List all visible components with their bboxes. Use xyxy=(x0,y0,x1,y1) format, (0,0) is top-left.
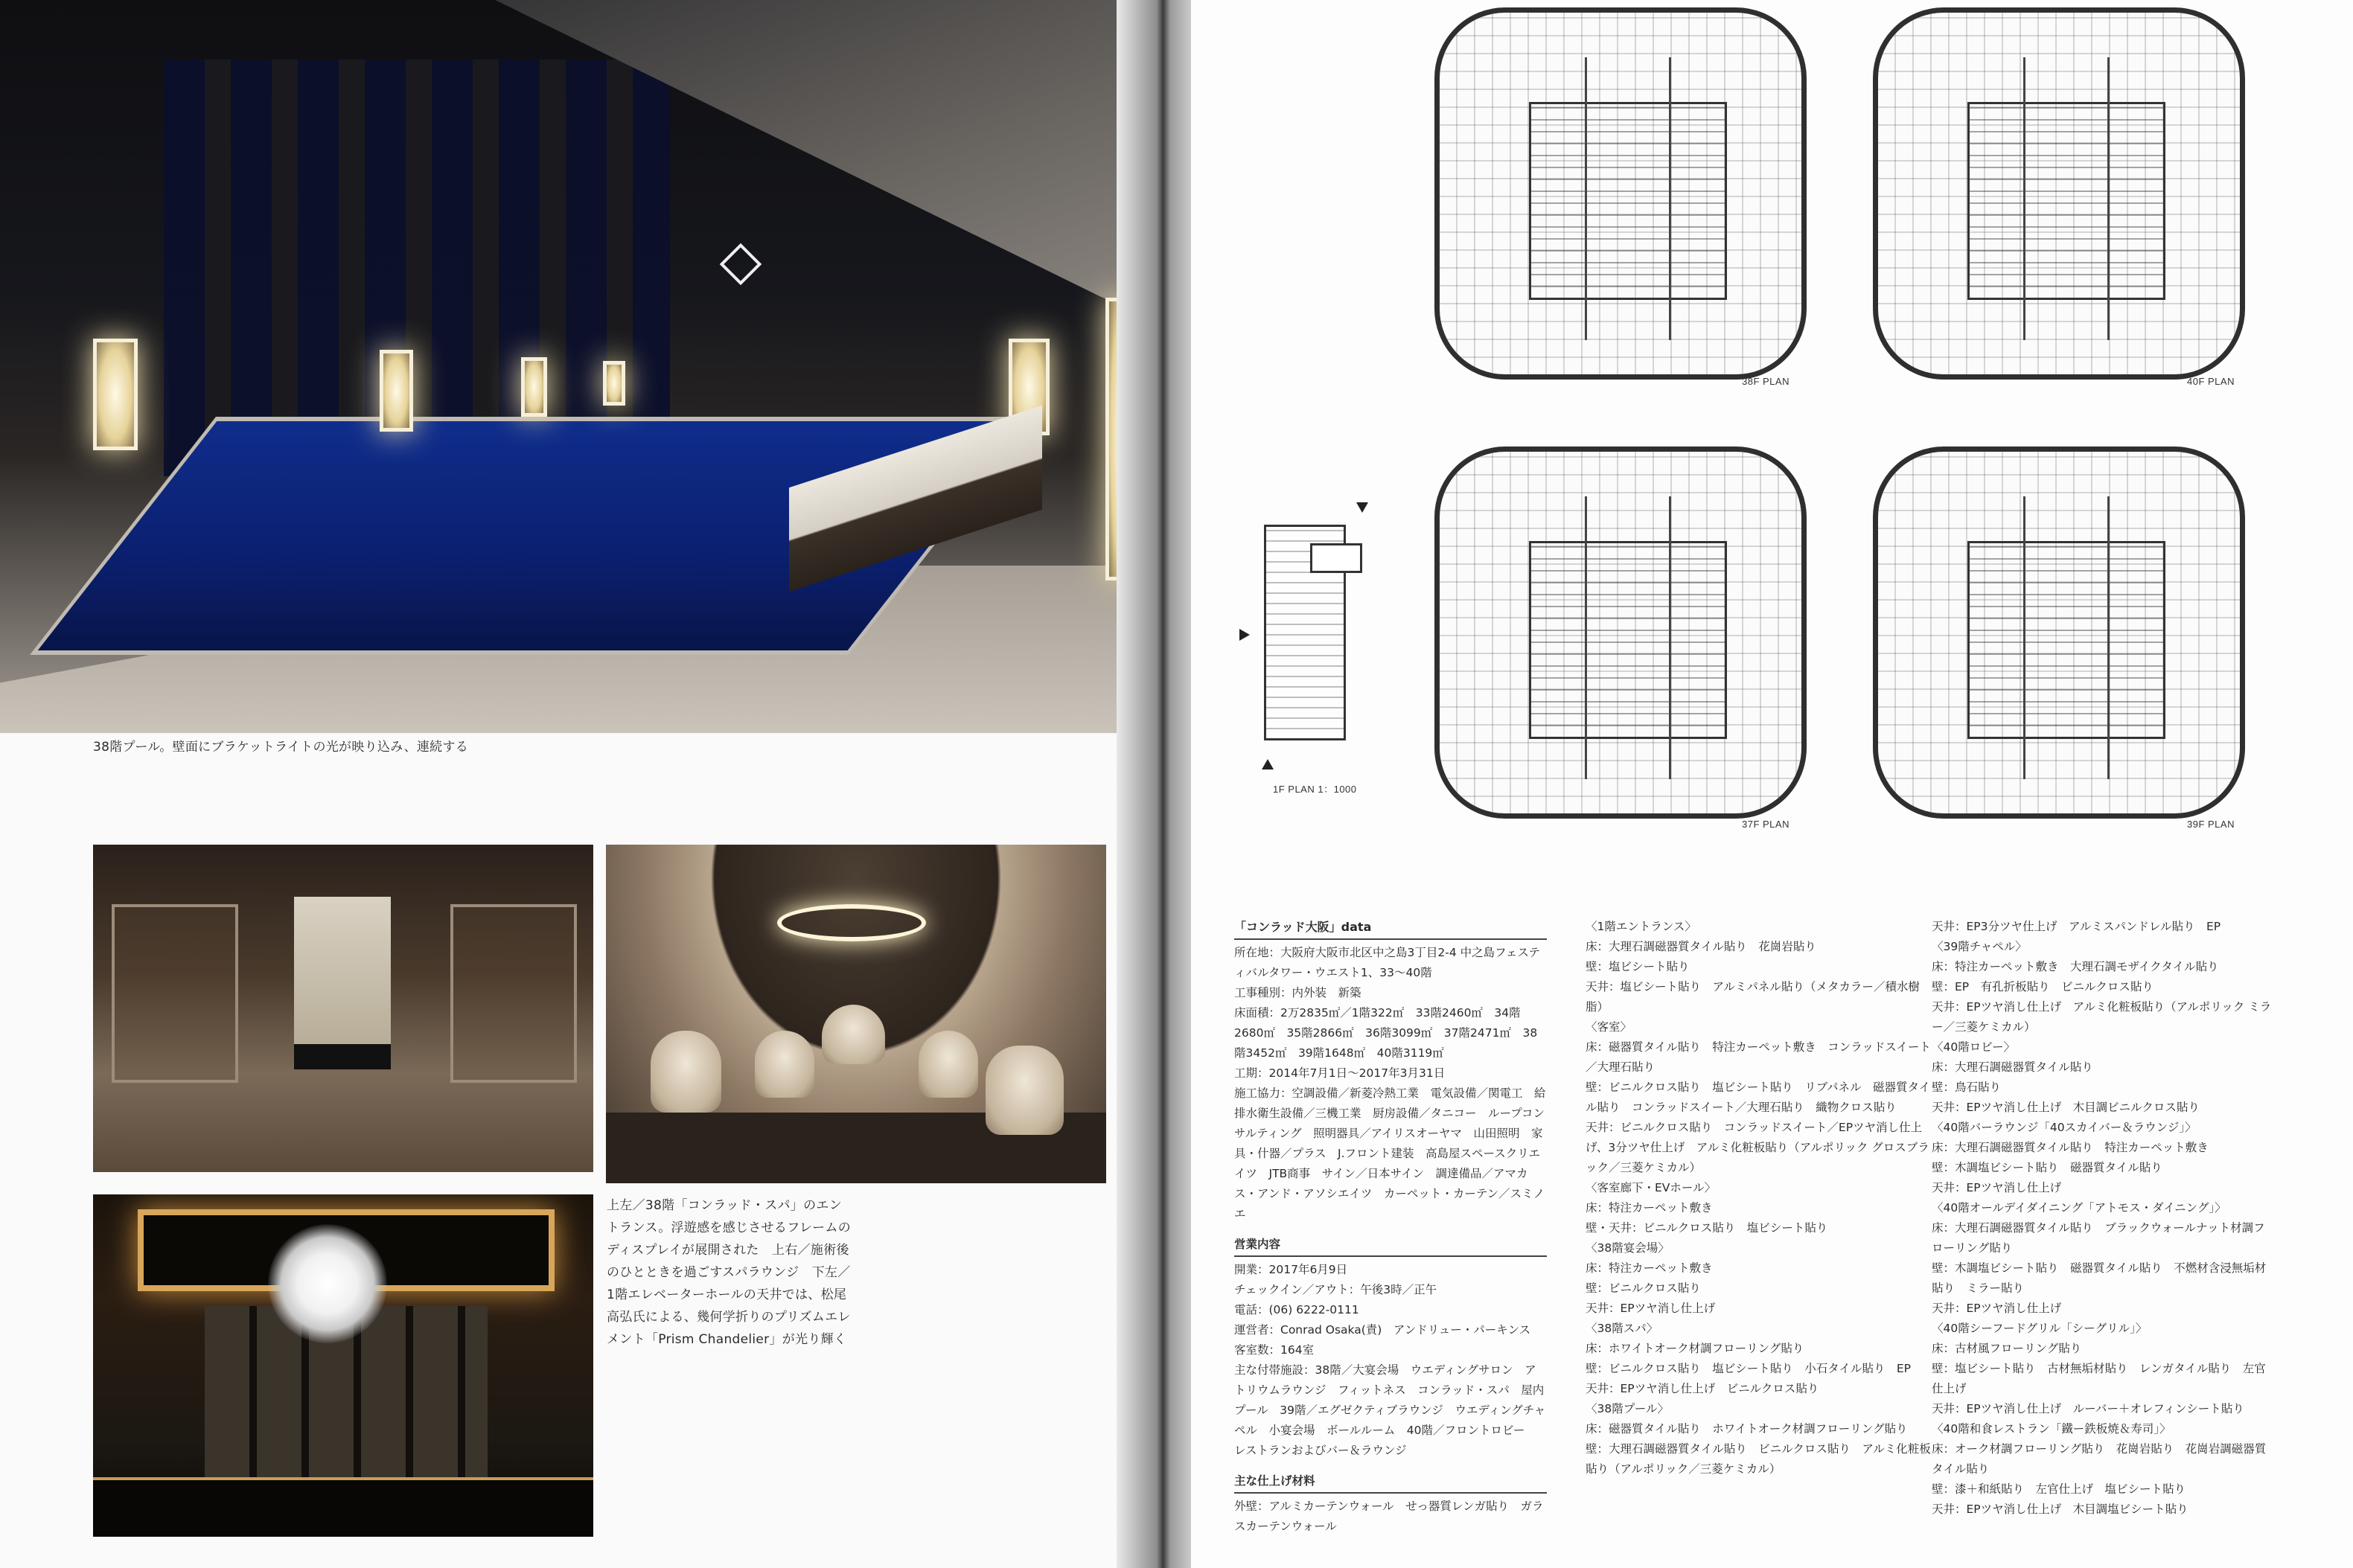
floor-plan-1f xyxy=(1251,525,1362,755)
elevator-hall-photo xyxy=(93,1194,593,1537)
data-line: 壁：木調塩ビシート貼り 磁器質タイル貼り 不燃材含浸無垢材貼り ミラー貼り xyxy=(1932,1261,2267,1295)
data-line: 運営者：Conrad Osaka(責) アンドリュー・パーキンス xyxy=(1234,1323,1531,1337)
data-line: 〈客室〉 xyxy=(1586,1020,1632,1034)
data-line: 天井：塩ビシート貼り アルミパネル貼り（メタカラー／積水樹脂） xyxy=(1586,980,1920,1014)
data-line: 〈1階エントランス〉 xyxy=(1586,920,1696,933)
data-line: 客室数：164室 xyxy=(1234,1343,1315,1357)
data-line: 壁：EP 有孔折板貼り ビニルクロス貼り xyxy=(1932,980,2154,993)
plan-1f-wing xyxy=(1310,543,1362,573)
data-line: 天井：EPツヤ消し仕上げ ビニルクロス貼り xyxy=(1586,1382,1819,1395)
floor-plan-39f xyxy=(1873,447,2245,819)
data-column-3 xyxy=(1932,917,2274,1520)
data-line: 天井：EPツヤ消し仕上げ xyxy=(1586,1302,1716,1315)
data-line: 主な付帯施設：38階／大宴会場 ウエディングサロン アトリウムラウンジ フィットネス コンラッド・スパ 屋内プール 39階／エグゼクティブラウンジ ウエディングチャペル 小宴会場 ボールルーム 40階／フロントロビー レストランおよびバー＆ラウンジ xyxy=(1234,1363,1546,1457)
display-frame xyxy=(112,904,238,1083)
floor-plan-38f xyxy=(1434,7,1807,380)
data-line: 天井：EPツヤ消し仕上げ ルーバー＋オレフィンシート貼り xyxy=(1932,1402,2244,1415)
data-line: 壁・天井：ビニルクロス貼り 塩ビシート貼り xyxy=(1586,1221,1828,1235)
data-line: 開業：2017年6月9日 xyxy=(1234,1263,1348,1276)
data-line: 床：古材風フローリング貼り xyxy=(1932,1342,2082,1355)
lounge-chair xyxy=(755,1031,814,1098)
pool-caption: 38階プール。壁面にブラケットライトの光が映り込み、連続する xyxy=(93,740,469,755)
lounge-chair xyxy=(919,1031,978,1098)
data-line: 床面積：2万2835㎡／1階322㎡ 33階2460㎡ 34階2680㎡ 35階2866㎡ 36階3099㎡ 37階2471㎡ 38階3452㎡ 39階1648㎡ 40階3119㎡ xyxy=(1234,1006,1538,1060)
data-line: 外壁：アルミカーテンウォール せっ器質レンガ貼り ガラスカーテンウォール xyxy=(1234,1500,1544,1533)
data-line: 〈39階チャペル〉 xyxy=(1932,940,2027,953)
plan-label-38f: 38F PLAN xyxy=(1742,376,1790,387)
plan-label-1f: 1F PLAN 1：1000 xyxy=(1273,784,1357,795)
data-line: 天井：ビニルクロス貼り コンラッドスイート／EPツヤ消し仕上げ、3分ツヤ仕上げ アルミ化粧板貼り（アルポリック グロスブラック／三菱ケミカル） xyxy=(1586,1121,1929,1174)
photos-caption: 上左／38階「コンラッド・スパ」のエントランス。浮遊感を感じさせるフレームのディスプレイが展開された 上右／施術後のひとときを過ごすスパラウンジ 下左／1階エレベーターホールの天井では、松尾高弘氏による、幾何学折りのプリズムエレメント「Prism Chandelier」が光り輝く xyxy=(607,1198,852,1347)
section-title: 主な仕上げ材料 xyxy=(1234,1471,1547,1494)
data-line: 床：特注カーペット敷き xyxy=(1586,1201,1713,1215)
lounge-chair xyxy=(986,1046,1064,1135)
data-line: チェックイン／アウト：午後3時／正午 xyxy=(1234,1283,1437,1296)
data-line: 〈40階和食レストラン「鐵ー鉄板焼＆寿司」〉 xyxy=(1932,1422,2171,1436)
data-line: 床：特注カーペット敷き 大理石調モザイクタイル貼り xyxy=(1932,960,2219,973)
entrance-arrow-icon xyxy=(1239,629,1250,641)
ring-light xyxy=(777,904,926,941)
data-line: 工事種別：内外装 新築 xyxy=(1234,986,1361,999)
stone-wall xyxy=(294,897,391,1068)
plan-label-39f: 39F PLAN xyxy=(2187,819,2235,830)
data-line: 壁：ビニルクロス貼り 塩ビシート貼り リブパネル 磁器質タイル貼り コンラッドスイート／大理石貼り 織物クロス貼り xyxy=(1586,1081,1931,1114)
data-line: 天井：EP3分ツヤ仕上げ アルミスパンドレル貼り EP xyxy=(1932,920,2221,933)
data-line: 壁：大理石調磁器質タイル貼り ビニルクロス貼り アルミ化粧板貼り（アルポリック／三菱ケミカル） xyxy=(1586,1442,1931,1476)
pendant-light xyxy=(720,243,762,286)
data-title: 「コンラッド大阪」data xyxy=(1234,917,1547,940)
data-line: 床：大理石調磁器質タイル貼り 特注カーペット敷き xyxy=(1932,1141,2209,1154)
data-line: 天井：EPツヤ消し仕上げ xyxy=(1932,1181,2062,1194)
bracket-light xyxy=(93,339,138,450)
plan-label-37f: 37F PLAN xyxy=(1742,819,1790,830)
pool-windows xyxy=(164,60,670,476)
prism-chandelier xyxy=(268,1224,387,1343)
data-line: 床：特注カーペット敷き xyxy=(1586,1261,1713,1275)
data-line: 壁：鳥石貼り xyxy=(1932,1081,2002,1094)
data-line: 床：磁器質タイル貼り 特注カーペット敷き コンラッドスイート／大理石貼り xyxy=(1586,1040,1931,1074)
data-line: 床：大理石調磁器質タイル貼り ブラックウォールナット材調フローリング貼り xyxy=(1932,1221,2265,1255)
entrance-arrow-icon xyxy=(1356,502,1368,513)
data-line: 壁：ビニルクロス貼り xyxy=(1586,1281,1701,1295)
data-line: 〈40階オールデイダイニング「アトモス・ダイニング」〉 xyxy=(1932,1201,2226,1215)
data-line: 〈40階シーフードグリル「シーグリル」〉 xyxy=(1932,1322,2148,1335)
floor-plan-40f xyxy=(1873,7,2245,380)
data-column-1 xyxy=(1234,917,1547,1537)
reception-counter xyxy=(294,1044,391,1069)
data-line: 壁：ビニルクロス貼り 塩ビシート貼り 小石タイル貼り EP xyxy=(1586,1362,1912,1375)
data-line: 床：磁器質タイル貼り ホワイトオーク材調フローリング貼り xyxy=(1586,1422,1908,1436)
spa-entrance-photo xyxy=(93,845,593,1172)
data-line: 天井：EPツヤ消し仕上げ 木目調塩ビシート貼り xyxy=(1932,1503,2188,1516)
spa-lounge-photo xyxy=(606,845,1106,1183)
section-title: 営業内容 xyxy=(1234,1235,1547,1257)
data-line: 壁：塩ビシート貼り 古材無垢材貼り レンガタイル貼り 左官仕上げ xyxy=(1932,1362,2266,1395)
lounge-chair xyxy=(822,1005,885,1064)
data-column-2 xyxy=(1586,917,1935,1479)
data-line: 床：大理石調磁器質タイル貼り xyxy=(1932,1060,2093,1074)
data-line: 天井：EPツヤ消し仕上げ アルミ化粧板貼り（アルポリック ミラー／三菱ケミカル） xyxy=(1932,1000,2272,1034)
bracket-light xyxy=(603,361,625,406)
data-line: 〈38階プール〉 xyxy=(1586,1402,1669,1415)
data-line: 〈40階ロビー〉 xyxy=(1932,1040,2016,1054)
data-line: 天井：EPツヤ消し仕上げ xyxy=(1932,1302,2062,1315)
pool-photo xyxy=(0,0,1143,733)
display-frame xyxy=(450,904,577,1083)
data-line: 電話：(06) 6222-0111 xyxy=(1234,1303,1359,1316)
data-line: 〈客室廊下・EVホール〉 xyxy=(1586,1181,1717,1194)
plan-label-40f: 40F PLAN xyxy=(2187,376,2235,387)
bracket-light xyxy=(380,350,413,432)
bracket-light xyxy=(521,357,547,417)
data-line: 天井：EPツヤ消し仕上げ 木目調ビニルクロス貼り xyxy=(1932,1101,2200,1114)
lounge-chair xyxy=(651,1031,721,1113)
data-line: 壁：漆＋和紙貼り 左官仕上げ 塩ビシート貼り xyxy=(1932,1482,2186,1496)
data-line: 〈38階宴会場〉 xyxy=(1586,1241,1670,1255)
left-page xyxy=(0,0,1158,1568)
data-line: 〈40階バーラウンジ「40スカイバー＆ラウンジ」〉 xyxy=(1932,1121,2197,1134)
data-line: 壁：木調塩ビシート貼り 磁器質タイル貼り xyxy=(1932,1161,2162,1174)
data-line: 所在地：大阪府大阪市北区中之島3丁目2-4 中之島フェスティバルタワー・ウエスト1、33～40階 xyxy=(1234,946,1541,979)
data-line: 床：オーク材調フローリング貼り 花崗岩貼り 花崗岩調磁器質タイル貼り xyxy=(1932,1442,2267,1476)
data-line: 施工協力：空調設備／新菱冷熱工業 電気設備／関電工 給排水衛生設備／三機工業 厨房設備／タニコー ループコンサルティング 照明器具／アイリスオーヤマ 山田照明 家具・什器／プラス J.フロント建装 高島屋スペースクリエイツ JTB商事 サイン／日本サイン 調達備品／アマカス・アンド・アソシエイツ カーペット・カーテン／スミノエ xyxy=(1234,1087,1546,1220)
data-line: 壁：塩ビシート貼り xyxy=(1586,960,1690,973)
data-line: 床：大理石調磁器質タイル貼り 花崗岩貼り xyxy=(1586,940,1816,953)
floor-plan-37f xyxy=(1434,447,1807,819)
data-line: 床：ホワイトオーク材調フローリング貼り xyxy=(1586,1342,1804,1355)
hall-floor xyxy=(93,1477,593,1537)
entrance-arrow-icon xyxy=(1262,759,1274,769)
data-line: 工期：2014年7月1日～2017年3月31日 xyxy=(1234,1066,1446,1080)
data-line: 〈38階スパ〉 xyxy=(1586,1322,1658,1335)
